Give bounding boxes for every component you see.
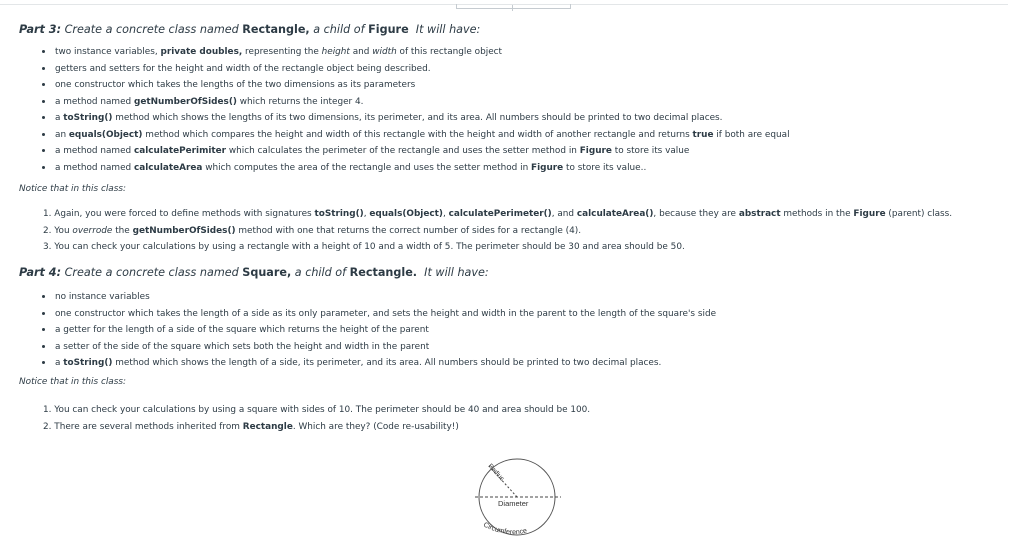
text-segment: a getter for the length of a side of the square which returns the height of the parent [55,325,429,335]
code-term: calculatePerimeter() [448,209,552,219]
code-term: abstract [738,209,781,219]
part4-title-pre: Create a concrete class named [64,266,239,279]
code-term: private doubles, [160,47,243,57]
code-term: calculateArea() [576,209,654,219]
text-segment: a method named [55,162,134,173]
part4-notes-list [43,402,590,435]
text-segment: two instance variables, [55,47,161,57]
text-segment: overrode [72,225,113,236]
requirement-item [42,306,716,323]
part4-heading [19,266,489,280]
part4-requirements-list [42,289,716,372]
text-segment: method which shows the length of a side, its perimeter, and its area. All numbers should be printed to two decimal places. [112,358,662,368]
note-item [43,419,590,436]
text-segment: of this rectangle object [396,47,503,57]
code-term: toString() [63,358,113,368]
code-term: calculatePerimiter [133,146,227,156]
part4-parent-name: Rectangle. [349,266,418,279]
text-segment: one constructor which takes the lengths of the two dimensions as its parameters [55,80,416,90]
requirement-item [42,289,716,306]
circumference-label [482,522,528,537]
text-segment: . Which are they? (Code re-usability!) [292,421,459,432]
requirement-item [42,77,790,94]
text-segment: 1. Again, you were forced to define methods with signatures [43,209,315,219]
requirement-item [42,339,716,356]
text-segment: method with one that returns the correct number of sides for a rectangle (4). [235,225,582,236]
text-segment: 2. You [43,225,73,236]
text-segment: getters and setters for the height and width of the rectangle object being described. [55,63,431,74]
text-segment: a setter of the side of the square which sets both the height and width in the parent [55,341,430,352]
text-segment: one constructor which takes the length of a side as its only parameter, and sets the height and width in the parent to the length of the square's side [55,308,717,319]
text-segment: method which shows the lengths of its two dimensions, its perimeter, and its area. All numbers should be printed to two decimal places. [112,113,723,123]
circle-diagram [474,452,570,542]
text-segment: which computes the area of the rectangle and uses the setter method in [202,162,532,173]
requirement-item [42,160,790,177]
code-term: equals(Object) [369,209,443,219]
requirement-item [42,322,716,339]
image-frame-tick [512,5,513,11]
text-segment: which calculates the perimeter of the rectangle and uses the setter method in [226,146,580,156]
part3-notice: Notice that in this class: [19,184,126,194]
part3-notes-list [43,206,952,256]
part3-class-name: Rectangle, [242,23,310,36]
part3-requirements-list [42,44,790,176]
text-segment: which returns the integer 4. [236,96,364,107]
requirement-item [42,61,790,78]
code-term: toString() [63,113,113,123]
part3-parent-name: Figure [368,23,409,36]
requirement-item [42,94,790,111]
code-term: getNumberOfSides() [133,96,237,107]
text-segment: (parent) class. [885,209,953,219]
part3-label: Part 3: [19,23,62,36]
note-item [43,206,952,223]
note-item [43,223,952,240]
note-item [43,402,590,419]
requirement-item [42,355,716,372]
circumference-text: Circumference [482,521,528,537]
code-term: equals(Object) [68,129,143,140]
text-segment: width [372,47,397,57]
text-segment: representing the [242,47,322,57]
part3-heading [19,23,480,37]
requirement-item [42,143,790,160]
text-segment: methods in the [780,209,854,219]
text-segment: the [112,225,133,236]
text-segment: a method named [55,146,134,156]
text-segment: no instance variables [55,292,150,302]
image-frame-remnant [456,4,571,9]
text-segment: , [442,209,449,219]
part4-title-mid: a child of [294,266,347,279]
text-segment: a [55,358,64,368]
text-segment: method which compares the height and width of this rectangle with the height and width of another rectangle and returns [142,129,693,140]
part3-title-post: It will have: [415,23,481,36]
part4-title-post: It will have: [424,266,489,279]
code-term: getNumberOfSides() [132,225,236,236]
code-term: Figure [531,162,564,173]
text-segment: an [55,129,69,140]
text-segment: to store its value.. [563,162,647,173]
text-segment: 1. You can check your calculations by using a square with sides of 10. The perimeter should be 40 and area should be 100. [43,405,591,415]
text-segment: height [321,47,350,57]
part4-label: Part 4: [19,266,62,279]
part3-title-mid: a child of [313,23,365,36]
code-term: calculateArea [133,162,203,173]
diameter-label: Diameter [498,499,529,508]
part4-notice: Notice that in this class: [19,377,126,387]
text-segment: 2. There are several methods inherited from [43,421,243,432]
text-segment: if both are equal [713,129,790,140]
radius-label: Radius [486,462,506,483]
requirement-item [42,110,790,127]
code-term: Figure [853,209,886,219]
text-segment: , and [551,209,577,219]
note-item [43,239,952,256]
part4-class-name: Square, [242,266,292,279]
text-segment: a [55,113,64,123]
text-segment: a method named [55,96,134,107]
code-term: Figure [579,146,612,156]
code-term: Rectangle [242,421,293,432]
text-segment: , because they are [653,209,739,219]
requirement-item [42,44,790,61]
code-term: true [692,129,714,140]
text-segment: 3. You can check your calculations by using a rectangle with a height of 10 and a width of 5. The perimeter should be 30 and area should be 50. [43,242,685,252]
text-segment: and [349,47,373,57]
code-term: toString() [314,209,364,219]
text-segment: to store its value [611,146,690,156]
requirement-item [42,127,790,144]
text-segment: , [363,209,370,219]
part3-title-pre: Create a concrete class named [64,23,239,36]
